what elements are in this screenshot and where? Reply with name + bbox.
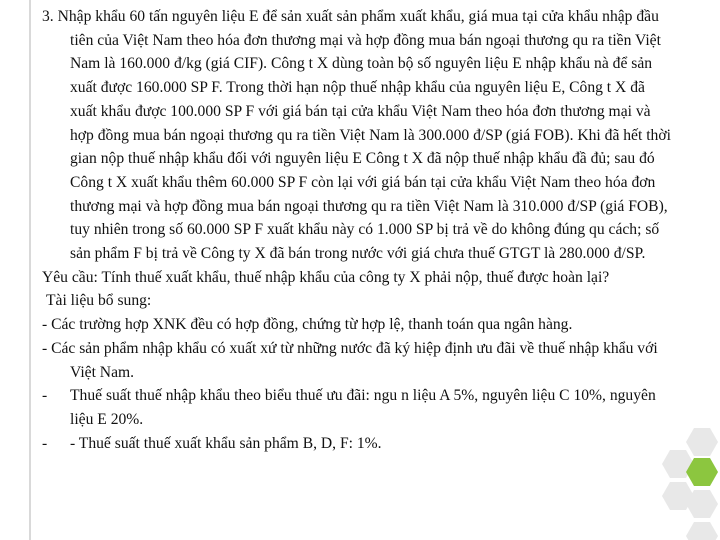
requirement-text: Yêu cầu: Tính thuế xuất khẩu, thuế nhập khẩu của công ty X phải nộp, thuế được hoàn lại?: [42, 268, 610, 286]
left-border-line: [29, 0, 31, 540]
hexagon-decoration: [640, 420, 720, 540]
document-body: [42, 5, 674, 455]
supplement-item-4: [42, 432, 674, 456]
bullet-dash: -: [42, 387, 48, 405]
supplement-item-4-text: - Thuế suất thuế xuất khẩu sản phẩm B, D, F: 1%.: [70, 434, 382, 452]
supplement-heading: Tài liệu bổ sung:: [46, 292, 152, 310]
supplement-item-3-text: Thuế suất thuế nhập khẩu theo biểu thuế ưu đãi: ngu n liệu A 5%, nguyên liệu C 10%, nguyên liệu E 20%.: [70, 387, 656, 428]
hexagon-shape-top: [686, 428, 718, 456]
supplement-item-2: - Các sản phẩm nhập khẩu có xuất xứ từ những nước đã ký hiệp định ưu đãi về thuế nhập khẩu với Việt Nam.: [42, 339, 658, 381]
hexagon-shape-bottom: [686, 522, 718, 540]
supplement-item-3: [42, 384, 674, 431]
supplement-item-1: - Các trường hợp XNK đều có hợp đồng, chứng từ hợp lệ, thanh toán qua ngân hàng.: [42, 316, 573, 334]
bullet-dash: -: [42, 434, 48, 452]
problem-statement: 3. Nhập khẩu 60 tấn nguyên liệu E để sản xuất sản phẩm xuất khẩu, giá mua tại cửa khẩu nhập đầu tiên của Việt Nam theo hóa đơn thương mại và hợp đồng mua bán ngoại thương qu ra tiền Việt Nam là 160.000 đ/kg (giá CIF). Công t X dùng toàn bộ số nguyên liệu E nhập khẩu nà để sản xuất được 160.000 SP F. Trong thời hạn nộp thuế nhập khẩu của nguyên liệu E, Công t X đã xuất khẩu được 100.000 SP F với giá bán tại cửa khẩu Việt Nam theo hóa đơn thương mại và hợp đồng mua bán ngoại thương qu ra tiền Việt Nam là 300.000 đ/SP (giá FOB). Khi đã hết thời gian nộp thuế nhập khẩu đối với nguyên liệu E Công t X đã nộp thuế nhập khẩu đầ đủ; sau đó Công t X xuất khẩu thêm 60.000 SP F còn lại với giá bán tại cửa khẩu Việt Nam theo hóa đơn thương mại và hợp đồng mua bán ngoại thương qu ra tiền Việt Nam là 310.000 đ/SP (giá FOB), tuy nhiên trong số 60.000 SP F xuất khẩu này có 1.000 SP bị trả về do không đúng qu cách; số sản phẩm F bị trả về Công ty X đã bán trong nước với giá chưa thuế GTGT là 280.000 đ/SP.: [42, 8, 671, 263]
